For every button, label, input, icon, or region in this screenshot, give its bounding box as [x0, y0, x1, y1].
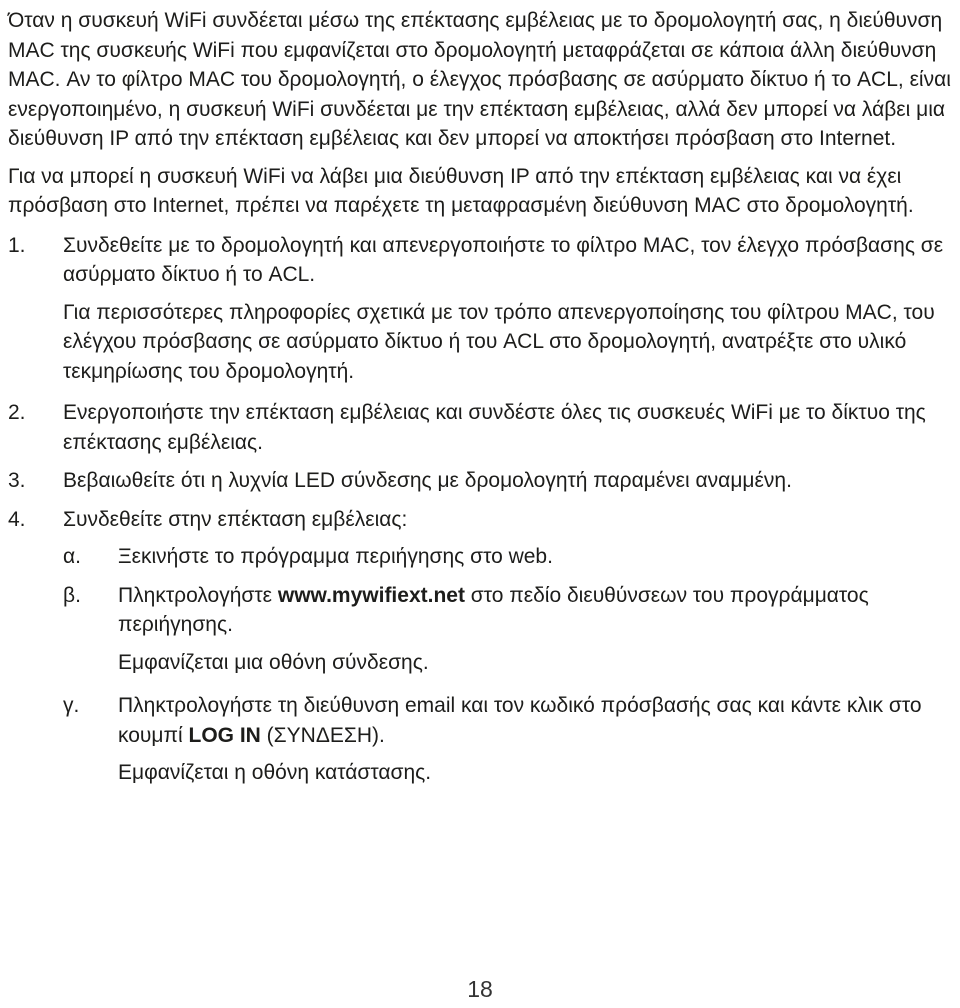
step-text: Βεβαιωθείτε ότι η λυχνία LED σύνδεσης με δρομολογητή παραμένει αναμμένη.	[63, 469, 792, 492]
substep-text-before: Πληκτρολογήστε τη διεύθυνση email και τον κωδικό πρόσβασής σας και κάντε κλικ στο κουμπί	[118, 694, 922, 747]
login-button-name: LOG IN	[188, 723, 261, 747]
page-number: 18	[467, 976, 493, 1002]
step-1-note: Για περισσότερες πληροφορίες σχετικά με τον τρόπο απενεργοποίησης του φίλτρου MAC, του ελέγχου πρόσβασης σε ασύρματο δίκτυο ή του ACL στο δρομολογητή, ανατρέξτε στο υλικό τεκμηρίωσης του δρομολογητή.	[63, 300, 935, 383]
substep-a	[8, 542, 956, 572]
substep-text-after: (ΣΥΝΔΕΣΗ).	[260, 723, 385, 747]
url-text: www.mywifiext.net	[277, 583, 465, 607]
step-4	[8, 505, 956, 535]
step-number: 2.	[8, 401, 26, 424]
substep-text	[118, 691, 956, 750]
step-1	[8, 231, 956, 290]
step-text: Ενεργοποιήστε την επέκταση εμβέλειας και συνδέστε όλες τις συσκευές WiFi με το δίκτυο της επέκτασης εμβέλειας.	[63, 401, 926, 454]
step-number: 3.	[8, 469, 26, 492]
substep-text-before: Πληκτρολογήστε	[118, 583, 278, 607]
substep-c-note: Εμφανίζεται η οθόνη κατάστασης.	[118, 761, 432, 784]
step-number: 4.	[8, 507, 26, 531]
substep-text: Ξεκινήστε το πρόγραμμα περιήγησης στο web.	[118, 545, 553, 568]
step-number: 1.	[8, 233, 26, 257]
step-text: Συνδεθείτε με το δρομολογητή και απενεργοποιήστε το φίλτρο MAC, τον έλεγχο πρόσβασης σε ασύρματο δίκτυο ή το ACL.	[63, 233, 944, 286]
document-page	[8, 6, 956, 788]
intro-paragraph: Όταν η συσκευή WiFi συνδέεται μέσω της επέκτασης εμβέλειας με το δρομολογητή σας, η διεύθυνση MAC της συσκευής WiFi που εμφανίζεται στο δρομολογητή μεταφράζεται σε κάποια άλλη διεύθυνση MAC. Αν το φίλτρο MAC του δρομολογητή, ο έλεγχος πρόσβασης σε ασύρματο δίκτυο ή το ACL, είναι ενεργοποιημένο, η συσκευή WiFi συνδέεται με την επέκταση εμβέλειας, αλλά δεν μπορεί να λάβει μια διεύθυνση IP από την επέκταση εμβέλειας και δεν μπορεί να αποκτήσει πρόσβαση στο Internet.	[8, 9, 951, 150]
substep-label: γ.	[63, 694, 80, 717]
step-text: Συνδεθείτε στην επέκταση εμβέλειας:	[63, 507, 408, 531]
substep-c	[8, 691, 956, 750]
substep-text	[118, 581, 956, 640]
substep-b	[8, 581, 956, 640]
step-3	[8, 466, 956, 496]
step-2	[8, 398, 956, 457]
instruction-paragraph: Για να μπορεί η συσκευή WiFi να λάβει μια διεύθυνση IP από την επέκταση εμβέλειας και να έχει πρόσβαση στο Internet, πρέπει να παρέχετε τη μεταφρασμένη διεύθυνση MAC στο δρομολογητή.	[8, 164, 914, 217]
substep-b-note: Εμφανίζεται μια οθόνη σύνδεσης.	[118, 650, 429, 674]
substep-label: β.	[63, 583, 81, 607]
substep-text-after: στο πεδίο διευθύνσεων του προγράμματος περιήγησης.	[118, 583, 869, 636]
substep-label: α.	[63, 545, 81, 568]
